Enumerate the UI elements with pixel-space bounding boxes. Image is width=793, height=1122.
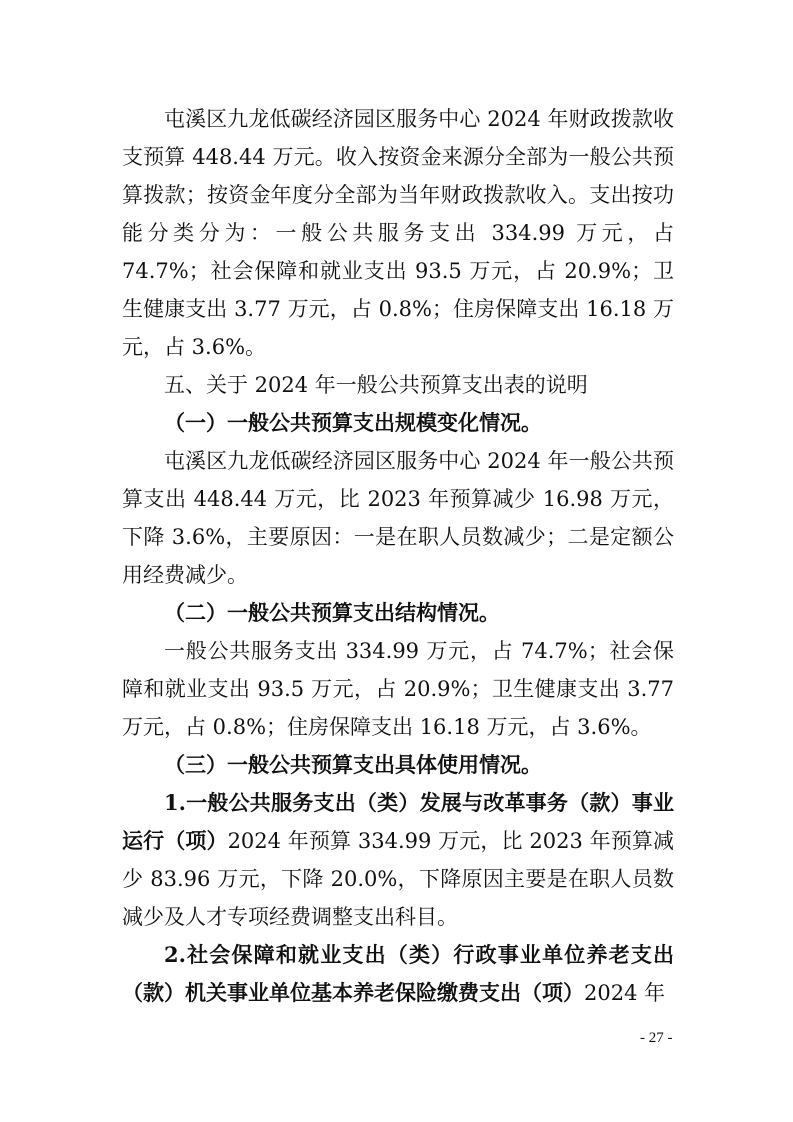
- item-one-lead: 1.一般公共服务支出（类）发展与改革事务（款）事业运行（项）: [122, 790, 674, 853]
- section-five-heading: 五、关于 2024 年一般公共预算支出表的说明: [164, 373, 588, 397]
- subsection-two-heading: （二）一般公共预算支出结构情况。: [164, 600, 500, 625]
- item-two-paragraph: [122, 936, 674, 1012]
- expenditure-scale-paragraph: 屯溪区九龙低碳经济园区服务中心 2024 年一般公共预算支出 448.44 万元，比 2023 年预算减少 16.98 万元，下降 3.6%，主要原因：一是在职人员数减少；二是定额公用经费减少。: [122, 449, 674, 587]
- item-two-lead: 2.社会保障和就业支出（类）行政事业单位养老支出（款）机关事业单位基本养老保险缴费支出（项）: [122, 942, 674, 1005]
- item-one-paragraph: [122, 784, 674, 936]
- subsection-one-heading: （一）一般公共预算支出规模变化情况。: [164, 410, 542, 435]
- expenditure-structure-paragraph: 一般公共服务支出 334.99 万元，占 74.7%；社会保障和就业支出 93.5 万元，占 20.9%；卫生健康支出 3.77 万元，占 0.8%；住房保障支出 16.18 万元，占 3.6%。: [122, 639, 674, 739]
- subsection-three-heading: （三）一般公共预算支出具体使用情况。: [164, 752, 542, 777]
- item-one-text: 2024 年预算 334.99 万元，比 2023 年预算减少 83.96 万元，下降 20.0%，下降原因主要是在职人员数减少及人才专项经费调整支出科目。: [122, 829, 674, 929]
- document-body: [122, 100, 674, 1012]
- page-number: - 27 -: [640, 1030, 673, 1046]
- revenue-expenditure-summary-paragraph: 屯溪区九龙低碳经济园区服务中心 2024 年财政拨款收支预算 448.44 万元。收入按资金来源分全部为一般公共预算拨款；按资金年度分全部为当年财政拨款收入。支出按功能分类分为：一般公共服务支出 334.99 万元，占 74.7%；社会保障和就业支出 93.5 万元，占 20.9%；卫生健康支出 3.77 万元，占 0.8%；住房保障支出 16.18 万元，占 3.6%。: [122, 107, 674, 359]
- item-two-text: 2024 年: [584, 981, 666, 1005]
